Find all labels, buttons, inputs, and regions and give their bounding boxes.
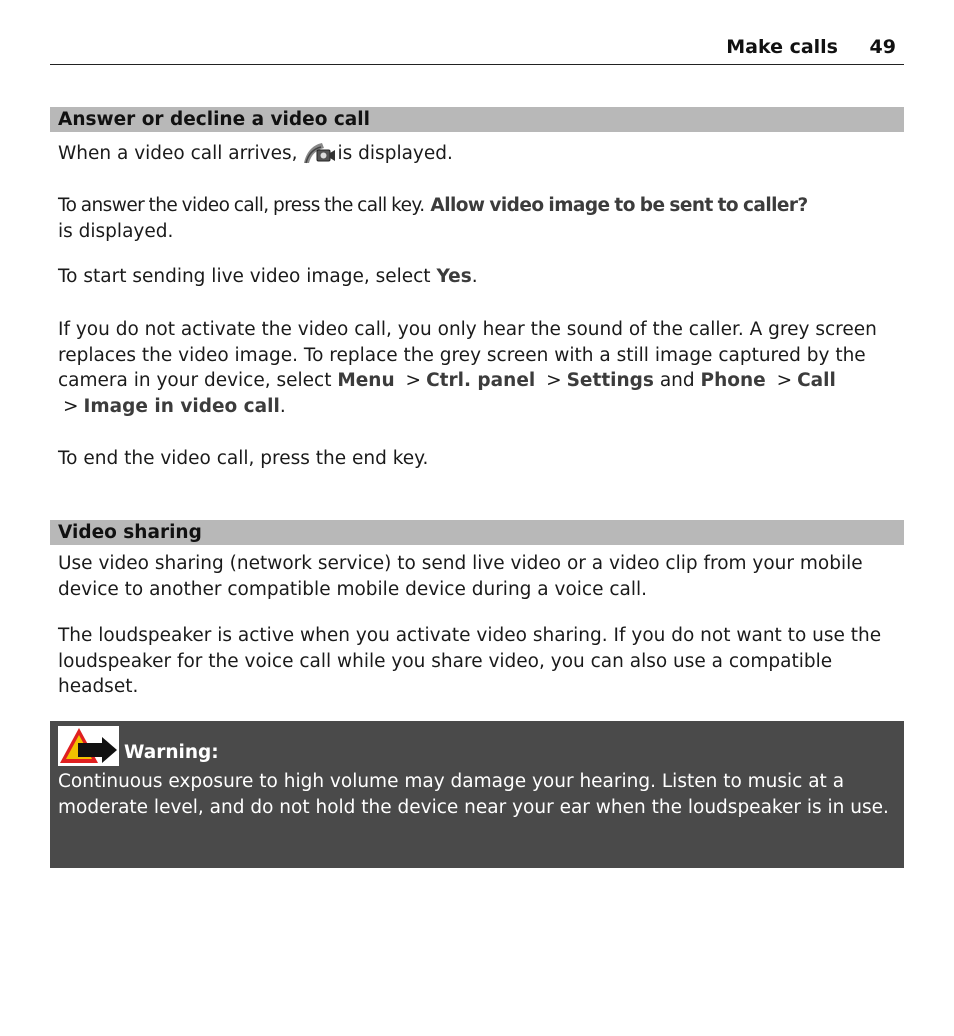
paragraph-end-video-call: To end the video call, press the end key. [58,448,429,469]
paragraph-start-sending: To start sending live video image, select Yes. [58,266,478,287]
ui-text-ctrl-panel: Ctrl. panel [426,370,536,391]
ui-text-allow-video-image: Allow video image to be sent to caller? [430,195,808,216]
paragraph-grey-screen: If you do not activate the video call, you only hear the sound of the caller. A grey screen replaces the video image. To replace the grey screen with a still image captured by the camera in your device, select Menu > Ctrl. panel > Settings and Phone > Call > Image in video call. [58,319,877,417]
section-title-video-sharing: Video sharing [50,520,904,545]
warning-box [50,721,904,868]
warning-triangle-icon [58,726,119,766]
page-number: 49 [869,36,896,58]
ui-text-phone: Phone [700,370,766,391]
warning-text: Continuous exposure to high volume may damage your hearing. Listen to music at a moderate level, and do not hold the device near your ear when the loudspeaker is in use. [58,771,889,818]
ui-text-call: Call [797,370,836,391]
paragraph-loudspeaker: The loudspeaker is active when you activate video sharing. If you do not want to use the loudspeaker for the voice call while you share video, you can also use a compatible headset. [58,625,882,697]
ui-text-menu: Menu [337,370,395,391]
paragraph-video-call-arrives: When a video call arrives, is displayed. [58,139,908,167]
ui-text-image-in-video-call: Image in video call [83,395,280,417]
paragraph-answer-video-call: To answer the video call, press the call key. Allow video image to be sent to caller? is displayed. [58,195,808,242]
chapter-title: Make calls [726,36,838,58]
ui-text-settings: Settings [566,370,654,391]
section-title-answer-video-call: Answer or decline a video call [50,107,904,132]
paragraph-video-sharing-intro: Use video sharing (network service) to send live video or a video clip from your mobile device to another compatible mobile device during a voice call. [58,553,863,600]
page-header [50,36,904,65]
video-call-icon [302,139,336,165]
ui-text-yes: Yes [436,266,472,287]
warning-label: Warning: [124,742,219,763]
